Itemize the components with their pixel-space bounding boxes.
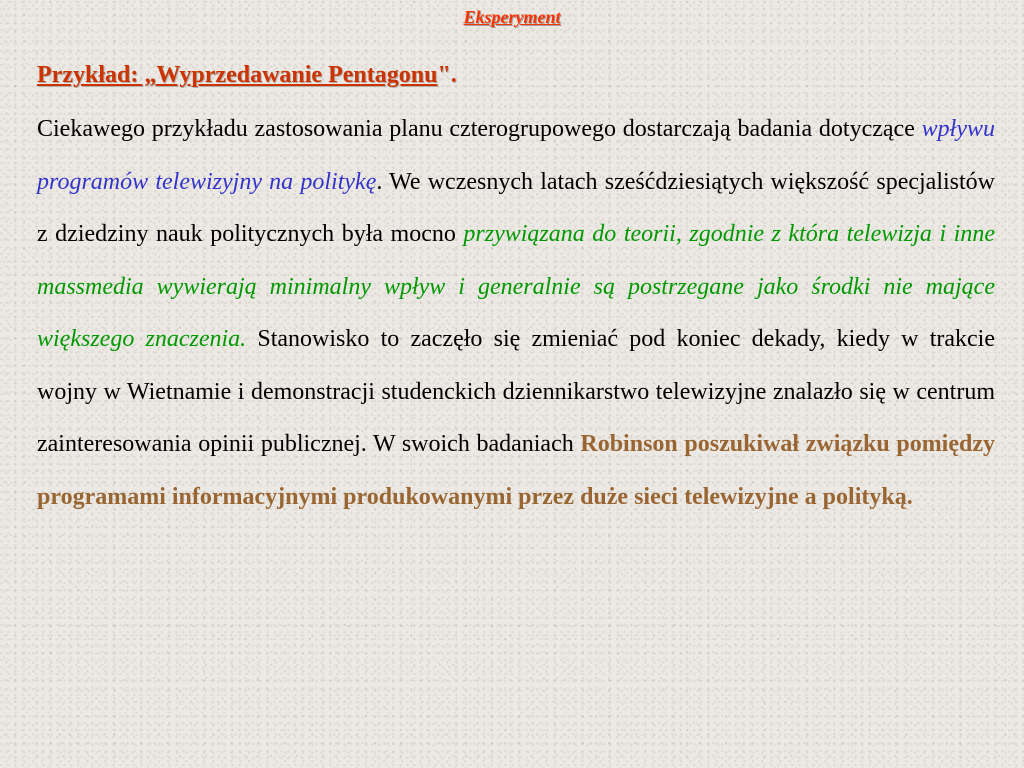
body-paragraph [37,103,995,523]
body-segment-emphasis-brown: Robinson poszukiwał związku pomiędzy programami informacyjnymi produkowanymi przez duże sieci telewizyjne a polityką. [37,431,996,510]
body-segment-emphasis-green: przywiązana do teorii, zgodnie z która telewizja i inne massmedia wywierają minimalny wpływ i generalnie są postrzegane jako środki nie mające większego znaczenia. [37,221,995,352]
slide-header [0,7,1024,28]
body-segment-context: . We wczesnych latach sześćdziesiątych większość specjalistów z dziedziny nauk politycznych była mocno [37,168,996,247]
subtitle-main: Przykład: „Wyprzedawanie Pentagonu [37,62,438,88]
body-segment-history: Stanowisko to zaczęło się zmieniać pod koniec dekady, kiedy w trakcie wojny w Wietnamie i demonstracji studenckich dziennikarstwo telewizyjne znalazło się w centrum zainteresowania opinii publicznej. W swoich badaniach [37,326,995,457]
body-segment-emphasis-blue: wpływu programów telewizyjny na politykę [37,116,995,195]
subtitle-tail: ". [437,62,457,88]
header-label: Eksperyment [463,7,561,27]
slide-subtitle [37,62,457,89]
body-segment-intro: Ciekawego przykładu zastosowania planu czterogrupowego dostarczają badania dotyczące [37,116,922,142]
